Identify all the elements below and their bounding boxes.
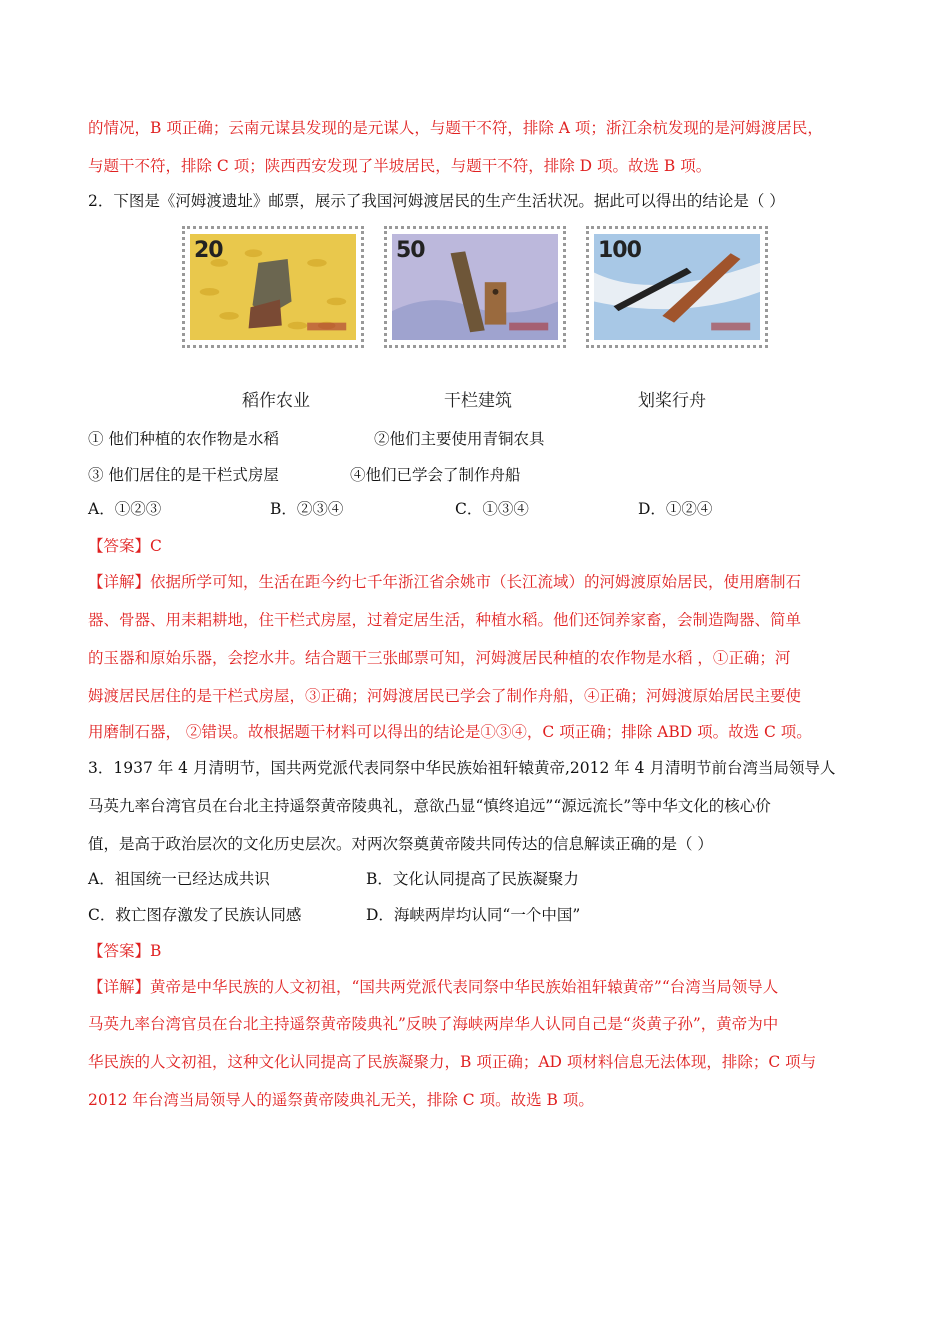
- prev-explain-line-1: 的情况，B 项正确；云南元谋县发现的是元谋人，与题干不符，排除 A 项；浙江余杭发现的是河姆渡居民，: [88, 119, 823, 137]
- q2-stem: 2．下图是《河姆渡遗址》邮票，展示了我国河姆渡居民的生产生活状况。据此可以得出的结论是（ ）: [88, 192, 785, 210]
- q2-explain-line-2: 器、骨器、用耒耜耕地，住干栏式房屋，过着定居生活，种植水稻。他们还饲养家畜，会制造陶器、简单: [88, 611, 802, 629]
- q2-explain-line-4: 姆渡居民居住的是干栏式房屋，③正确；河姆渡居民已学会了制作舟船，④正确；河姆渡原始居民主要使: [88, 687, 802, 705]
- q3-option-c: C．救亡图存激发了民族认同感: [88, 906, 302, 924]
- q3-stem-line-3: 值，是高于政治层次的文化历史层次。对两次祭奠黄帝陵共同传达的信息解读正确的是（ ）: [88, 835, 713, 853]
- stamp-denomination-100: 100: [598, 238, 641, 263]
- stamp-rice-farming: [182, 226, 364, 348]
- statement-4: ④他们已学会了制作舟船: [350, 466, 521, 484]
- stamp-paddling-boat: [586, 226, 768, 348]
- q3-explain-line-4: 2012 年台湾当局领导人的遥祭黄帝陵典礼无关，排除 C 项。故选 B 项。: [88, 1091, 594, 1109]
- stamp-caption-boat: 划桨行舟: [638, 391, 706, 411]
- statement-1: ① 他们种植的农作物是水稻: [88, 430, 279, 448]
- stamp-stilt-house: [384, 226, 566, 348]
- q2-explain-line-3: 的玉器和原始乐器，会挖水井。结合题干三张邮票可知，河姆渡居民种植的农作物是水稻 ，①正确；河: [88, 649, 791, 667]
- q3-explain-line-2: 马英九率台湾官员在台北主持遥祭黄帝陵典礼”反映了海峡两岸华人认同自己是“炎黄子孙”，黄帝为中: [88, 1015, 779, 1033]
- q2-option-d: D．①②④: [638, 500, 713, 518]
- stamp-images: [182, 226, 772, 356]
- stamp-denomination-20: 20: [194, 238, 223, 263]
- q3-option-a: A．祖国统一已经达成共识: [88, 870, 270, 888]
- q3-stem-line-2: 马英九率台湾官员在台北主持遥祭黄帝陵典礼，意欲凸显“慎终追远”“源远流长”等中华文化的核心价: [88, 797, 771, 815]
- statement-2: ②他们主要使用青铜农具: [374, 430, 545, 448]
- q3-option-b: B．文化认同提高了民族凝聚力: [366, 870, 579, 888]
- q2-option-a: A．①②③: [88, 500, 162, 518]
- statement-3: ③ 他们居住的是干栏式房屋: [88, 466, 279, 484]
- q2-option-b: B．②③④: [270, 500, 344, 518]
- q3-option-d: D．海峡两岸均认同“一个中国”: [366, 906, 581, 924]
- q3-explain-line-3: 华民族的人文初祖，这种文化认同提高了民族凝聚力，B 项正确；AD 项材料信息无法体现，排除；C 项与: [88, 1053, 817, 1071]
- stamp-denomination-50: 50: [396, 238, 425, 263]
- q2-option-c: C．①③④: [455, 500, 529, 518]
- prev-explain-line-2: 与题干不符，排除 C 项；陕西西安发现了半坡居民，与题干不符，排除 D 项。故选 B 项。: [88, 157, 712, 175]
- q2-explain-line-1: 【详解】依据所学可知，生活在距今约七千年浙江省余姚市（长江流域）的河姆渡原始居民，使用磨制石: [88, 573, 802, 591]
- q3-stem-line-1: 3．1937 年 4 月清明节，国共两党派代表同祭中华民族始祖轩辕黄帝,2012 年 4 月清明节前台湾当局领导人: [88, 759, 836, 777]
- q2-explain-line-5: 用磨制石器， ②错误。故根据题干材料可以得出的结论是①③④，C 项正确；排除 ABD 项。故选 C 项。: [88, 723, 812, 741]
- q3-answer: 【答案】B: [88, 942, 162, 960]
- stamp-caption-stilt: 干栏建筑: [444, 391, 512, 411]
- stamp-caption-rice: 稻作农业: [242, 391, 310, 411]
- q3-explain-line-1: 【详解】黄帝是中华民族的人文初祖，“国共两党派代表同祭中华民族始祖轩辕黄帝”“台湾当局领导人: [88, 978, 779, 996]
- q2-answer: 【答案】C: [88, 537, 162, 555]
